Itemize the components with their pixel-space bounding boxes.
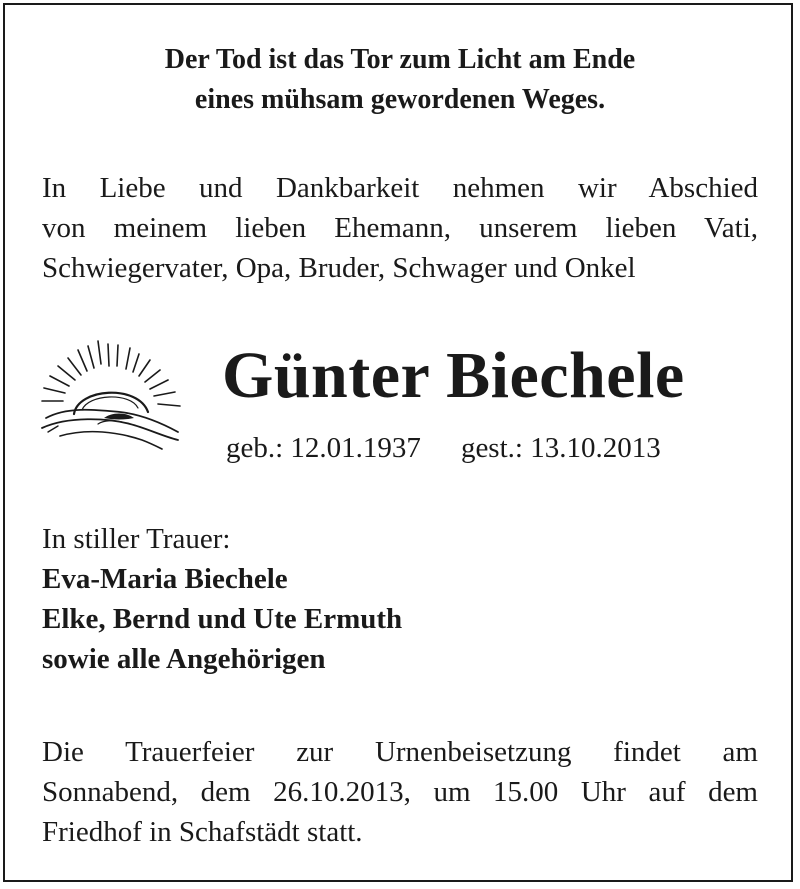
mourners-heading: In stiller Trauer:: [42, 523, 231, 555]
intro-line-2: von meinem lieben Ehemann, unserem lieben Vati,: [42, 212, 758, 244]
birth-date: geb.: 12.01.1937: [226, 432, 421, 464]
intro-line-1: In Liebe und Dankbarkeit nehmen wir Abschied: [42, 172, 758, 204]
service-line-2: Sonnabend, dem 26.10.2013, um 15.00 Uhr auf dem: [42, 776, 758, 808]
deceased-name: Günter Biechele: [222, 339, 685, 412]
mourner-name: Eva-Maria Biechele: [42, 563, 288, 595]
mourners-block: [42, 519, 402, 679]
setting-sun-icon: [38, 336, 186, 456]
life-dates: [226, 428, 661, 468]
intro-line-3: Schwiegervater, Opa, Bruder, Schwager und Onkel: [42, 252, 636, 284]
intro-text: [42, 168, 758, 288]
mourner-name: Elke, Bernd und Ute Ermuth: [42, 603, 403, 635]
service-line-3: Friedhof in Schafstädt statt.: [42, 816, 363, 848]
motto-line-2: eines mühsam gewordenen Weges.: [194, 84, 606, 115]
mourner-name: sowie alle Angehörigen: [42, 643, 326, 675]
death-date: gest.: 13.10.2013: [460, 432, 661, 464]
motto-quote: [0, 40, 800, 120]
motto-line-1: Der Tod ist das Tor zum Licht am Ende: [164, 44, 636, 75]
funeral-service-notice: [42, 732, 758, 852]
service-line-1: Die Trauerfeier zur Urnenbeisetzung findet am: [42, 736, 758, 768]
